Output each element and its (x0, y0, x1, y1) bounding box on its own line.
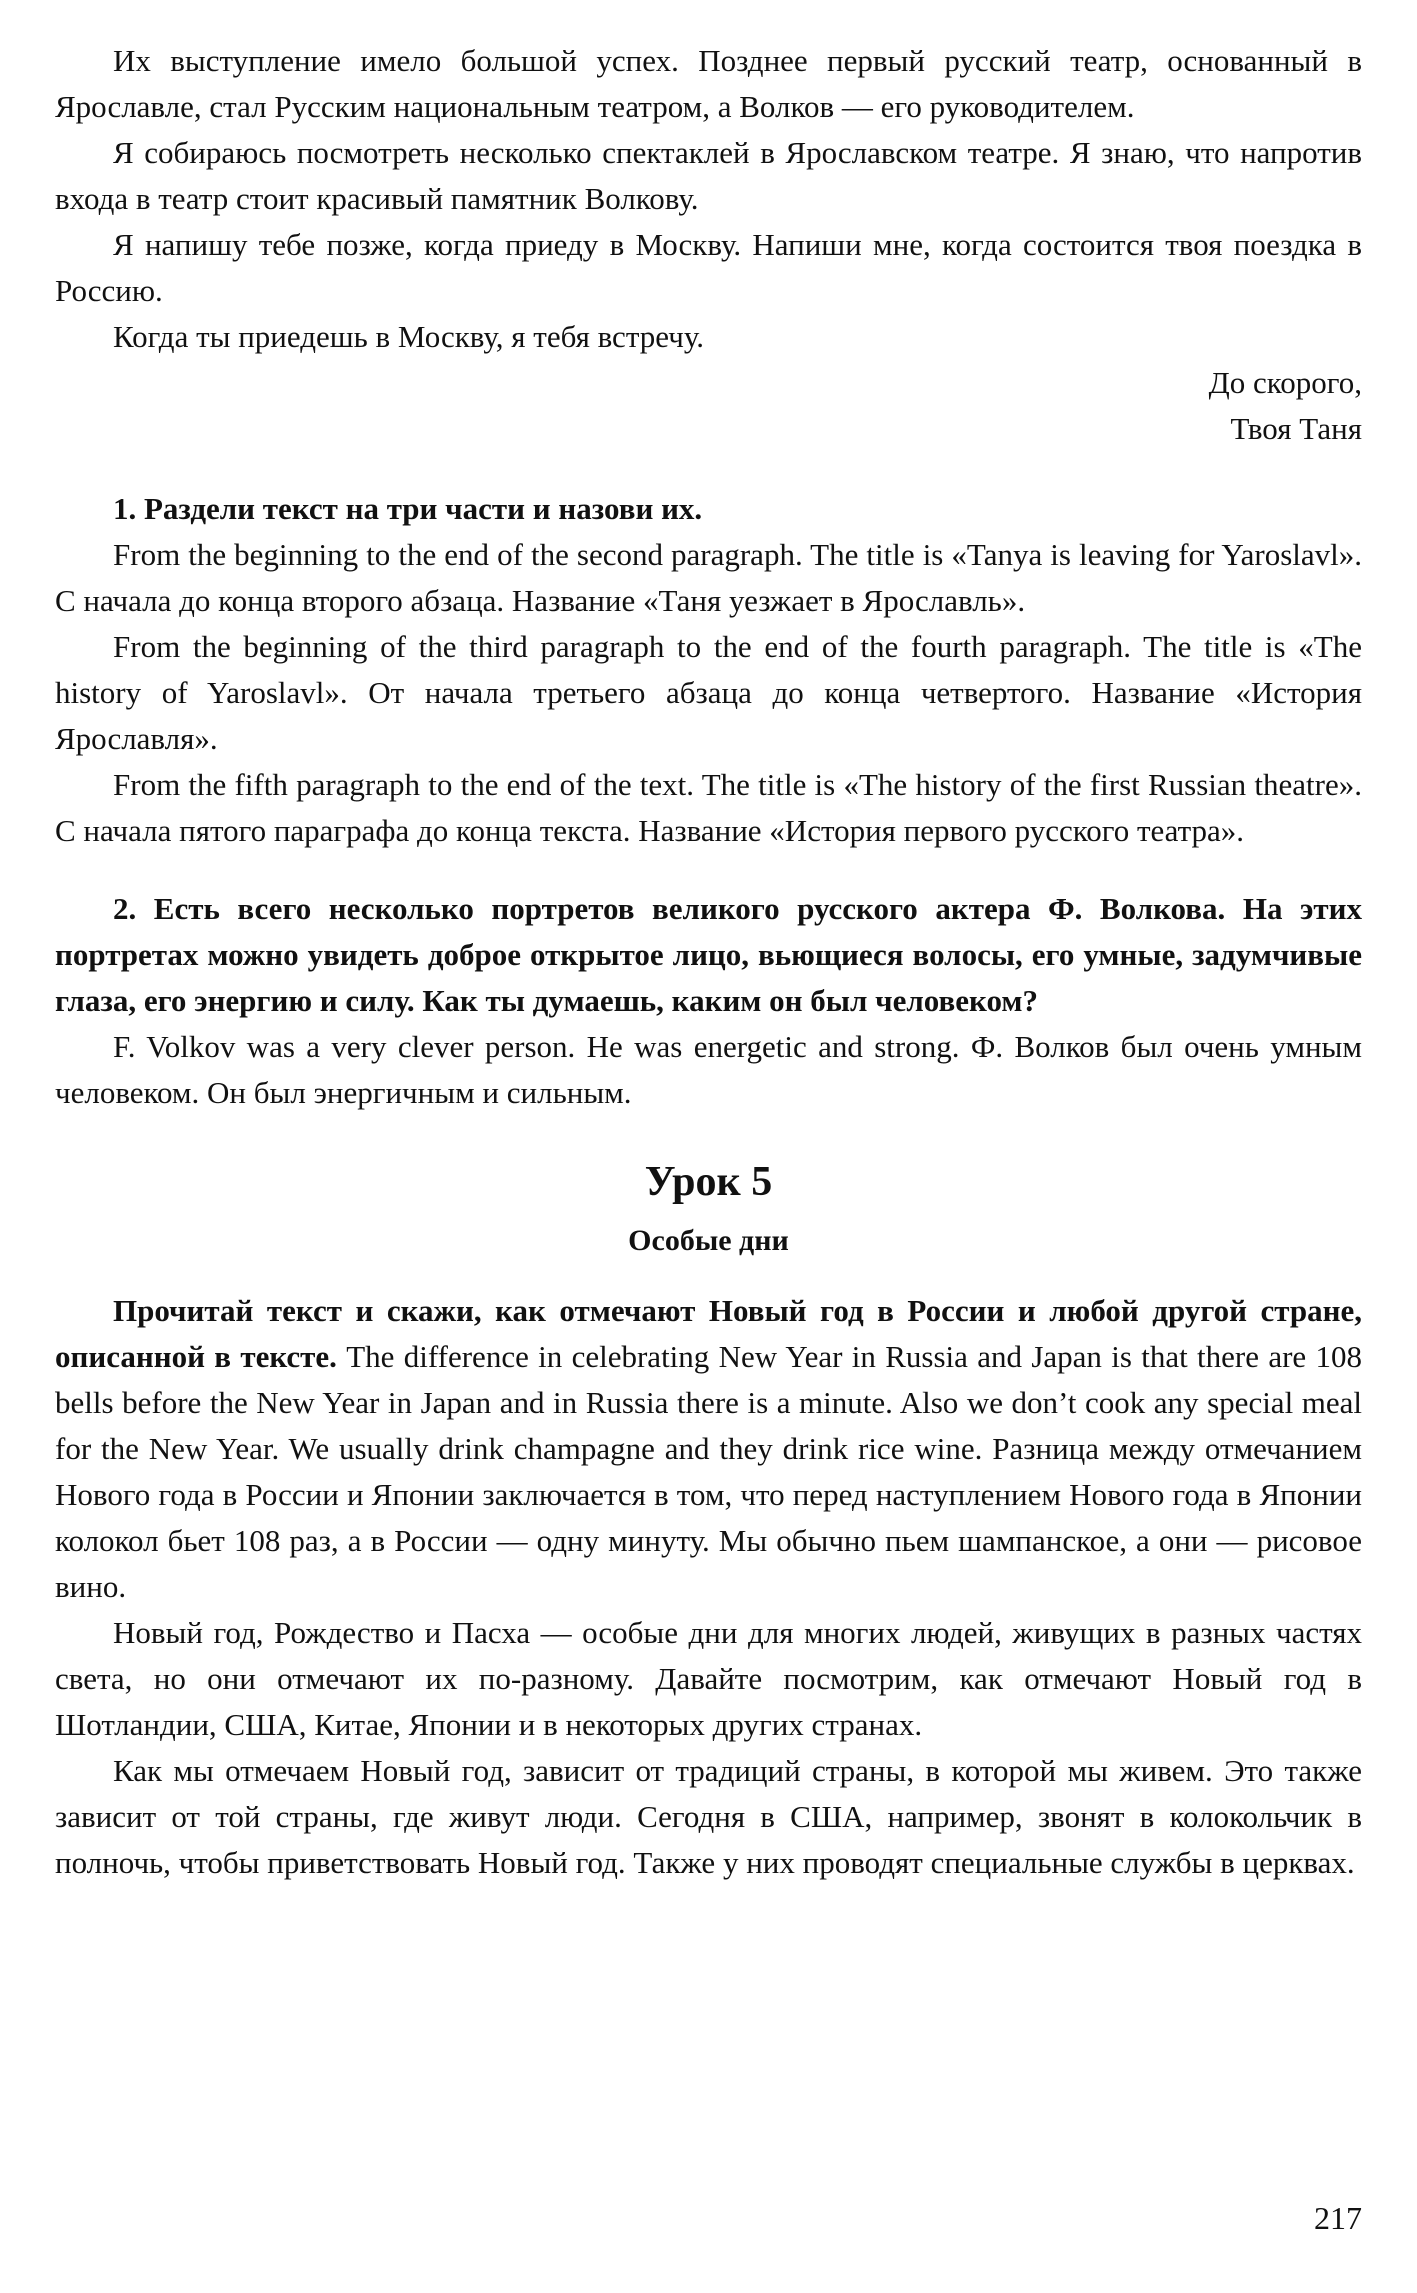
lesson-task-answer: The difference in celebrating New Year in Russia and Japan is that there are 108 bells before the New Year in Japan and in Russia there is a minute. Also we don’t cook any special meal for the New Year. We usually drink champagne and they drink rice wine. Разница между отмечанием Нового года в России и Японии заключается в том, что перед наступлением Нового года в Японии колокол бьет 108 раз, а в России — одну минуту. Мы обычно пьем шампанское, а они — рисовое вино. (55, 1339, 1362, 1604)
letter-paragraph: Когда ты приедешь в Москву, я тебя встречу. (113, 319, 704, 354)
page-text (55, 38, 1362, 1886)
task1-heading: 1. Раздели текст на три части и назови их. (113, 491, 703, 526)
lesson-paragraph: Как мы отмечаем Новый год, зависит от традиций страны, в которой мы живем. Это также зависит от той страны, где живут люди. Сегодня в США, например, звонят в колокольчик в полночь, чтобы приветствовать Новый год. Также у них проводят специальные службы в церквах. (55, 1753, 1362, 1880)
task2-heading: 2. Есть всего несколько портретов великого русского актера Ф. Волкова. На этих портретах можно увидеть доброе открытое лицо, вьющиеся волосы, его умные, задумчивые глаза, его энергию и силу. Как ты думаешь, каким он был человеком? (55, 891, 1362, 1018)
lesson-task (55, 1288, 1362, 1610)
lesson-subtitle: Особые дни (628, 1224, 789, 1257)
letter-closing: До скорого, (1208, 365, 1362, 400)
task1-answer: From the beginning of the third paragraph to the end of the fourth paragraph. The title is «The history of Yaroslavl». От начала третьего абзаца до конца четвертого. Название «История Ярославля». (55, 629, 1362, 756)
letter-paragraph: Я напишу тебе позже, когда приеду в Москву. Напиши мне, когда состоится твоя поездка в Россию. (55, 227, 1362, 308)
letter-signature: Твоя Таня (1230, 411, 1362, 446)
task1-answer: From the fifth paragraph to the end of the text. The title is «The history of the first Russian theatre». С начала пятого параграфа до конца текста. Название «История первого русского театра». (55, 767, 1362, 848)
letter-paragraph: Я собираюсь посмотреть несколько спектаклей в Ярославском театре. Я знаю, что напротив входа в театр стоит красивый памятник Волкову. (55, 135, 1362, 216)
letter-paragraph: Их выступление имело большой успех. Позднее первый русский театр, основанный в Ярославле, стал Русским национальным театром, а Волков — его руководителем. (55, 43, 1362, 124)
lesson-task-heading: Прочитай текст и скажи, как отмечают Новый год в России и любой другой стране, описанной в тексте. (55, 1293, 1362, 1374)
lesson-title: Урок 5 (644, 1159, 773, 1205)
task2-answer: F. Volkov was a very clever person. He was energetic and strong. Ф. Волков был очень умным человеком. Он был энергичным и сильным. (55, 1029, 1362, 1110)
task1-answer: From the beginning to the end of the second paragraph. The title is «Tanya is leaving for Yaroslavl». С начала до конца второго абзаца. Название «Таня уезжает в Ярославль». (55, 537, 1362, 618)
page-number: 217 (1314, 2200, 1362, 2236)
lesson-paragraph: Новый год, Рождество и Пасха — особые дни для многих людей, живущих в разных частях света, но они отмечают их по-разному. Давайте посмотрим, как отмечают Новый год в Шотландии, США, Китае, Японии и в некоторых других странах. (55, 1615, 1362, 1742)
